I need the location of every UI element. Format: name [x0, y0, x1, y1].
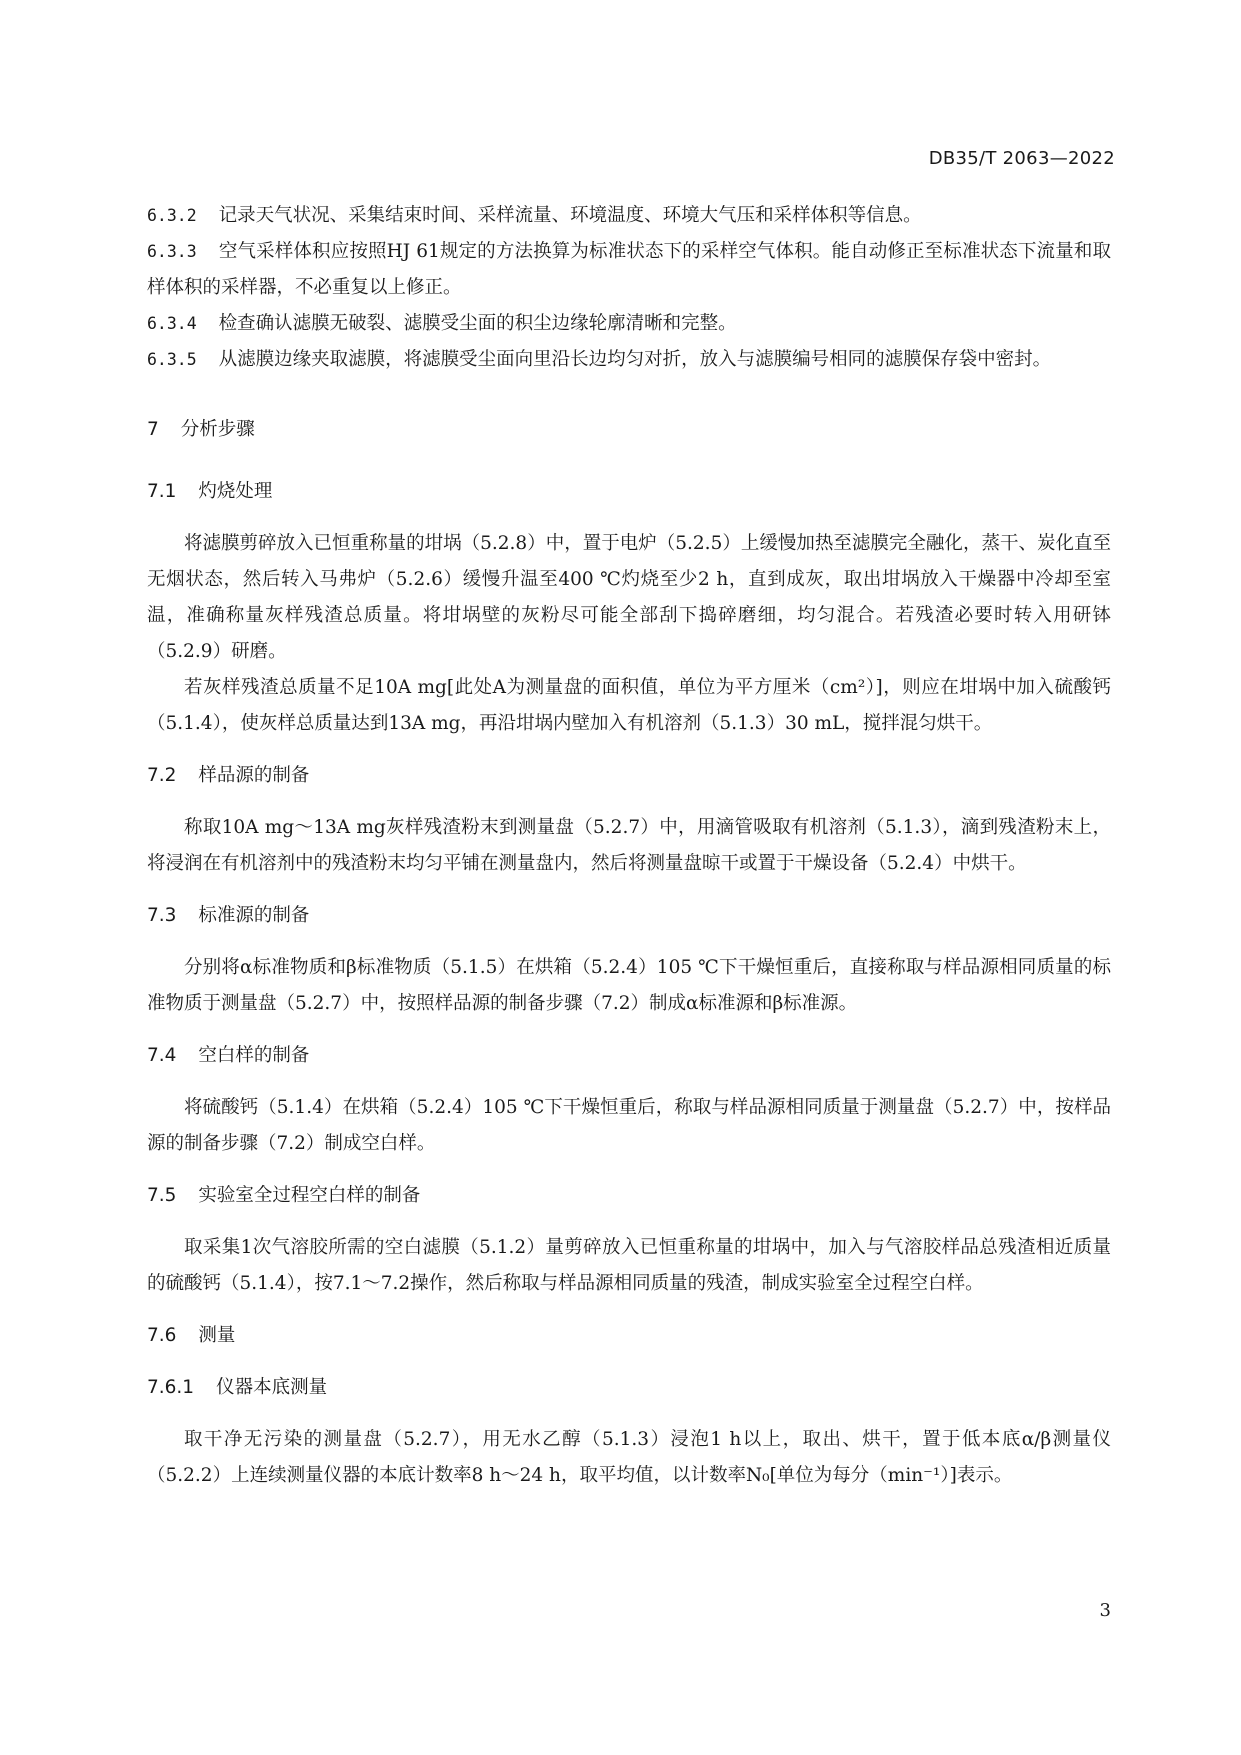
section-number: 7	[147, 419, 159, 440]
heading-7-2	[147, 758, 1111, 794]
clause-6-3-5	[147, 342, 1111, 378]
clause-6-3-2	[147, 198, 1111, 234]
heading-7-6	[147, 1318, 1111, 1354]
paragraph: 取干净无污染的测量盘（5.2.7），用无水乙醇（5.1.3）浸泡1 h以上，取出、烘干，置于低本底α/β测量仪（5.2.2）上连续测量仪器的本底计数率8 h～24 h，取平均值，以计数率N₀[单位为每分（min⁻¹）]表示。	[147, 1429, 1111, 1486]
clause-text: 记录天气状况、采集结束时间、采样流量、环境温度、环境大气压和采样体积等信息。	[218, 205, 922, 226]
section-title: 测量	[198, 1325, 236, 1346]
paragraph: 将硫酸钙（5.1.4）在烘箱（5.2.4）105 ℃下干燥恒重后，称取与样品源相同质量于测量盘（5.2.7）中，按样品源的制备步骤（7.2）制成空白样。	[147, 1097, 1111, 1154]
section-number: 7.2	[147, 765, 177, 786]
paragraph: 取采集1次气溶胶所需的空白滤膜（5.1.2）量剪碎放入已恒重称量的坩埚中，加入与气溶胶样品总残渣相近质量的硫酸钙（5.1.4），按7.1～7.2操作，然后称取与样品源相同质量的残渣，制成实验室全过程空白样。	[147, 1237, 1111, 1294]
section-number: 7.3	[147, 905, 177, 926]
section-title: 标准源的制备	[198, 905, 310, 926]
clause-number: 6.3.5	[147, 350, 197, 369]
section-number: 7.5	[147, 1185, 177, 1206]
clause-text: 检查确认滤膜无破裂、滤膜受尘面的积尘边缘轮廓清晰和完整。	[218, 313, 737, 334]
page-number: 3	[1099, 1600, 1111, 1621]
clause-6-3-4	[147, 306, 1111, 342]
clause-number: 6.3.3	[147, 242, 197, 261]
section-number: 7.6	[147, 1325, 177, 1346]
section-title: 仪器本底测量	[216, 1377, 328, 1398]
section-title: 灼烧处理	[198, 481, 273, 502]
clause-number: 6.3.2	[147, 206, 197, 225]
section-title: 样品源的制备	[198, 765, 310, 786]
section-heading-7	[147, 412, 1111, 448]
clause-text: 从滤膜边缘夹取滤膜，将滤膜受尘面向里沿长边均匀对折，放入与滤膜编号相同的滤膜保存袋中密封。	[218, 349, 1052, 370]
paragraph: 将滤膜剪碎放入已恒重称量的坩埚（5.2.8）中，置于电炉（5.2.5）上缓慢加热至滤膜完全融化，蒸干、炭化直至无烟状态，然后转入马弗炉（5.2.6）缓慢升温至400 ℃灼烧至少2 h，直到成灰，取出坩埚放入干燥器中冷却至室温，准确称量灰样残渣总质量。将坩埚壁的灰粉尽可能全部刮下捣碎磨细，均匀混合。若残渣必要时转入用研钵（5.2.9）研磨。	[147, 533, 1111, 662]
section-title: 空白样的制备	[198, 1045, 310, 1066]
section-number: 7.4	[147, 1045, 177, 1066]
paragraph: 若灰样残渣总质量不足10A mg[此处A为测量盘的面积值，单位为平方厘米（cm²）]，则应在坩埚中加入硫酸钙（5.1.4），使灰样总质量达到13A mg，再沿坩埚内壁加入有机溶剂（5.1.3）30 mL，搅拌混匀烘干。	[147, 677, 1111, 734]
clause-number: 6.3.4	[147, 314, 197, 333]
paragraph: 称取10A mg～13A mg灰样残渣粉末到测量盘（5.2.7）中，用滴管吸取有机溶剂（5.1.3），滴到残渣粉末上，将浸润在有机溶剂中的残渣粉末均匀平铺在测量盘内，然后将测量盘晾干或置于干燥设备（5.2.4）中烘干。	[147, 817, 1111, 874]
heading-7-4	[147, 1038, 1111, 1074]
clause-text: 空气采样体积应按照HJ 61规定的方法换算为标准状态下的采样空气体积。能自动修正至标准状态下流量和取样体积的采样器，不必重复以上修正。	[147, 241, 1111, 298]
clause-6-3-3	[147, 234, 1111, 306]
document-code: DB35/T 2063—2022	[928, 148, 1115, 169]
heading-7-3	[147, 898, 1111, 934]
heading-7-1	[147, 474, 1111, 510]
section-title: 实验室全过程空白样的制备	[198, 1185, 421, 1206]
section-number: 7.6.1	[147, 1377, 195, 1398]
heading-7-5	[147, 1178, 1111, 1214]
paragraph: 分别将α标准物质和β标准物质（5.1.5）在烘箱（5.2.4）105 ℃下干燥恒重后，直接称取与样品源相同质量的标准物质于测量盘（5.2.7）中，按照样品源的制备步骤（7.2）制成α标准源和β标准源。	[147, 957, 1111, 1014]
section-title: 分析步骤	[180, 419, 255, 440]
section-number: 7.1	[147, 481, 177, 502]
heading-7-6-1	[147, 1370, 1111, 1406]
document-body	[147, 198, 1111, 1494]
